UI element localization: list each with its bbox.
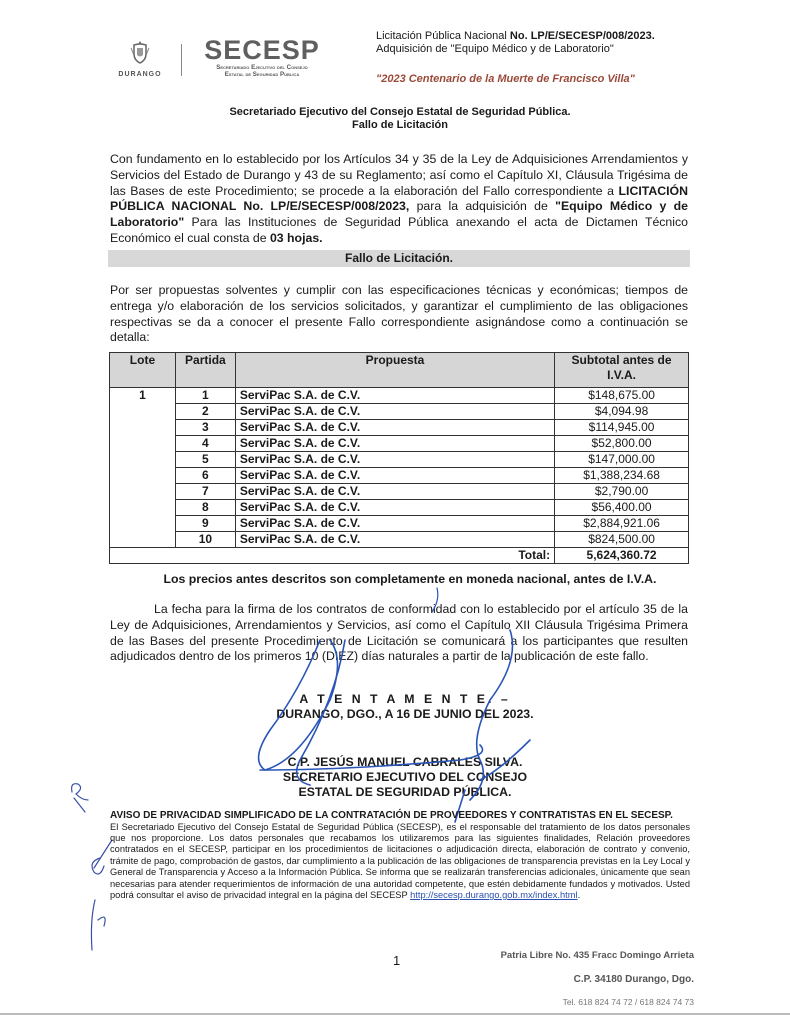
licitacion-prefix: Licitación Pública Nacional [376, 30, 510, 42]
table-row [110, 404, 689, 420]
col-header-lote: Lote [110, 353, 176, 388]
partida-cell: 7 [175, 484, 235, 500]
subtotal-cell: $4,094.98 [555, 404, 689, 420]
coat-of-arms-icon [129, 40, 151, 64]
footer-address [501, 944, 694, 1012]
propuesta-cell: ServiPac S.A. de C.V. [235, 484, 554, 500]
intro-paragraph [110, 152, 688, 247]
privacy-end: . [577, 890, 581, 901]
intro-licitacion-bold: LICITACIÓN PÚBLICA NACIONAL No. LP/E/SECESP/008/2023, [110, 183, 688, 214]
partida-cell: 6 [175, 468, 235, 484]
logo-divider [181, 44, 182, 76]
propuesta-cell: ServiPac S.A. de C.V. [235, 532, 554, 548]
privacy-body-text: El Secretariado Ejecutivo del Consejo Estatal de Seguridad Pública (SECESP), es el responsable del tratamiento de los datos personales que nos proporcione. Los datos personales que recabamos los utilizaremos para las siguientes finalidades, Relación proveedores contratados en el SECESP, participar en los procedimientos de licitaciones o adjudicación directa, elaboración de contrato y convenio, trámite de pago, comprobación de gastos, dar cumplimiento a la publicación de las obligaciones de transparencia previstas en la Ley Local y General de Transparencia y Acceso a la Información Pública. Se informa que se realizarán transferencias adicionales, únicamente que sean necesarias para atender requerimientos de información de una autoridad competente, que estén debidamente fundados y motivados. Usted podrá consultar el aviso de privacidad integral en la página del SECESP [110, 821, 690, 901]
signer-name: C.P. JESÚS MANUEL CABRALES SILVA. [287, 755, 523, 769]
partida-cell: 3 [175, 420, 235, 436]
place-date: DURANGO, DGO., A 16 DE JUNIO DEL 2023. [276, 707, 534, 721]
licitacion-line [376, 30, 696, 43]
lote-cell: 1 [110, 388, 176, 548]
intro-text-3: Para las Instituciones de Seguridad Pública anexando el acta de Dictamen Técnico Económico el cual consta de [110, 215, 688, 245]
col-header-subtotal: Subtotal antes de I.V.A. [555, 353, 689, 388]
table-row [110, 420, 689, 436]
col-header-propuesta: Propuesta [235, 353, 554, 388]
signer-position-1: SECRETARIO EJECUTIVO DEL CONSEJO [282, 770, 528, 784]
total-value: 5,624,360.72 [555, 548, 689, 564]
partida-cell: 8 [175, 500, 235, 516]
title-line-2: Fallo de Licitación [352, 119, 448, 131]
privacy-link[interactable]: http://secesp.durango.gob.mx/index.html [410, 890, 578, 901]
privacy-title: AVISO DE PRIVACIDAD SIMPLIFICADO DE LA CONTRATACIÓN DE PROVEEDORES Y CONTRATISTAS EN EL SECESP. [110, 810, 673, 821]
table-row [110, 484, 689, 500]
section-heading-fallo: Fallo de Licitación. [108, 250, 690, 267]
partida-cell: 5 [175, 452, 235, 468]
propuesta-cell: ServiPac S.A. de C.V. [235, 404, 554, 420]
currency-note: Los precios antes descritos son completamente en moneda nacional, antes de I.V.A. [163, 572, 657, 586]
durango-logo-text: DURANGO [118, 71, 162, 78]
table-total-row [110, 548, 689, 564]
partida-cell: 1 [175, 388, 235, 404]
secesp-logo [192, 36, 332, 78]
table-row [110, 500, 689, 516]
phone-line: Tel. 618 824 74 72 / 618 824 74 73 [562, 997, 694, 1007]
address-line-2: C.P. 34180 Durango, Dgo. [573, 974, 694, 985]
closing-atentamente: A T E N T A M E N T E. – [299, 692, 511, 706]
privacy-notice [110, 810, 690, 901]
subtotal-cell: $56,400.00 [555, 500, 689, 516]
intro-text-2: para la adquisición de [409, 199, 556, 214]
signature-block [230, 692, 580, 800]
table-row [110, 516, 689, 532]
table-row [110, 532, 689, 548]
table-row [110, 468, 689, 484]
letterhead [0, 0, 790, 100]
subtotal-cell: $148,675.00 [555, 388, 689, 404]
document-title [100, 106, 700, 132]
partida-cell: 4 [175, 436, 235, 452]
subtotal-cell: $2,884,921.06 [555, 516, 689, 532]
intro-hojas-bold: 03 hojas. [269, 230, 323, 245]
adquisicion-line: Adquisición de "Equipo Médico y de Laboratorio" [376, 43, 614, 55]
table-header-row [110, 353, 689, 388]
propuesta-cell: ServiPac S.A. de C.V. [235, 468, 554, 484]
propuesta-cell: ServiPac S.A. de C.V. [235, 388, 554, 404]
subtotal-cell: $2,790.00 [555, 484, 689, 500]
partida-cell: 9 [175, 516, 235, 532]
table-row [110, 436, 689, 452]
propuesta-cell: ServiPac S.A. de C.V. [235, 452, 554, 468]
signer-position-2: ESTATAL DE SEGURIDAD PÚBLICA. [298, 785, 512, 799]
subtotal-cell: $824,500.00 [555, 532, 689, 548]
secesp-logo-text: SECESP [204, 35, 320, 65]
intro-text-1: Con fundamento en lo establecido por los Artículos 34 y 35 de la Ley de Adquisiciones Arrendamientos y Servicios del Estado de Durango y 43 de su Reglamento; así como el Capítulo XI, Cláusula Trigésima de las Bases de este Procedimiento; se procede a la elaboración del Fallo correspondiente a [110, 152, 688, 198]
fallo-paragraph: Por ser propuestas solventes y cumplir con las especificaciones técnicas y económicas; tiempos de entrega y/o elaboración de los servicios solicitados, y garantizar el cumplimiento de las obligaciones respectivas se da a conocer el presente Fallo correspondiente asignándose como a continuación se detalla: [110, 283, 688, 345]
licitacion-number: No. LP/E/SECESP/008/2023. [509, 30, 655, 42]
total-label: Total: [110, 548, 555, 564]
subtotal-cell: $147,000.00 [555, 452, 689, 468]
partida-cell: 2 [175, 404, 235, 420]
contract-date-paragraph: La fecha para la firma de los contratos de conformidad con lo establecido por el artículo 35 de la Ley de Adquisiciones, Arrendamientos y Servicios, así como el Capítulo XII Cláusula Trigésima Primera de las Bases del presente Procedimiento de Licitación se comunicará a los participantes que resulten adjudicados dentro de los primeros 10 (DIEZ) días naturales a partir de la publicación de este fallo. [110, 602, 688, 664]
secesp-logo-sub2: Estatal de Seguridad Pública [224, 71, 300, 78]
durango-logo [112, 40, 168, 78]
address-line-1: Patria Libre No. 435 Fracc Domingo Arrieta [500, 950, 694, 961]
intro-equipo-bold: "Equipo Médico y de Laboratorio" [110, 199, 689, 230]
propuesta-cell: ServiPac S.A. de C.V. [235, 516, 554, 532]
propuesta-cell: ServiPac S.A. de C.V. [235, 436, 554, 452]
subtotal-cell: $1,388,234.68 [555, 468, 689, 484]
footer-divider [0, 1013, 790, 1015]
col-header-partida: Partida [175, 353, 235, 388]
subtotal-cell: $52,800.00 [555, 436, 689, 452]
propuesta-cell: ServiPac S.A. de C.V. [235, 500, 554, 516]
licitacion-reference [376, 30, 696, 56]
privacy-body [110, 822, 690, 902]
secesp-logo-sub1: Secretariado Ejecutivo del Consejo [216, 64, 308, 71]
partida-cell: 10 [175, 532, 235, 548]
subtotal-cell: $114,945.00 [555, 420, 689, 436]
table-row [110, 452, 689, 468]
fallo-table [109, 352, 689, 564]
title-line-1: Secretariado Ejecutivo del Consejo Estatal de Seguridad Pública. [229, 106, 571, 118]
table-row [110, 388, 689, 404]
propuesta-cell: ServiPac S.A. de C.V. [235, 420, 554, 436]
page-number: 1 [393, 953, 401, 968]
year-motto: "2023 Centenario de la Muerte de Francisco Villa" [376, 73, 635, 85]
